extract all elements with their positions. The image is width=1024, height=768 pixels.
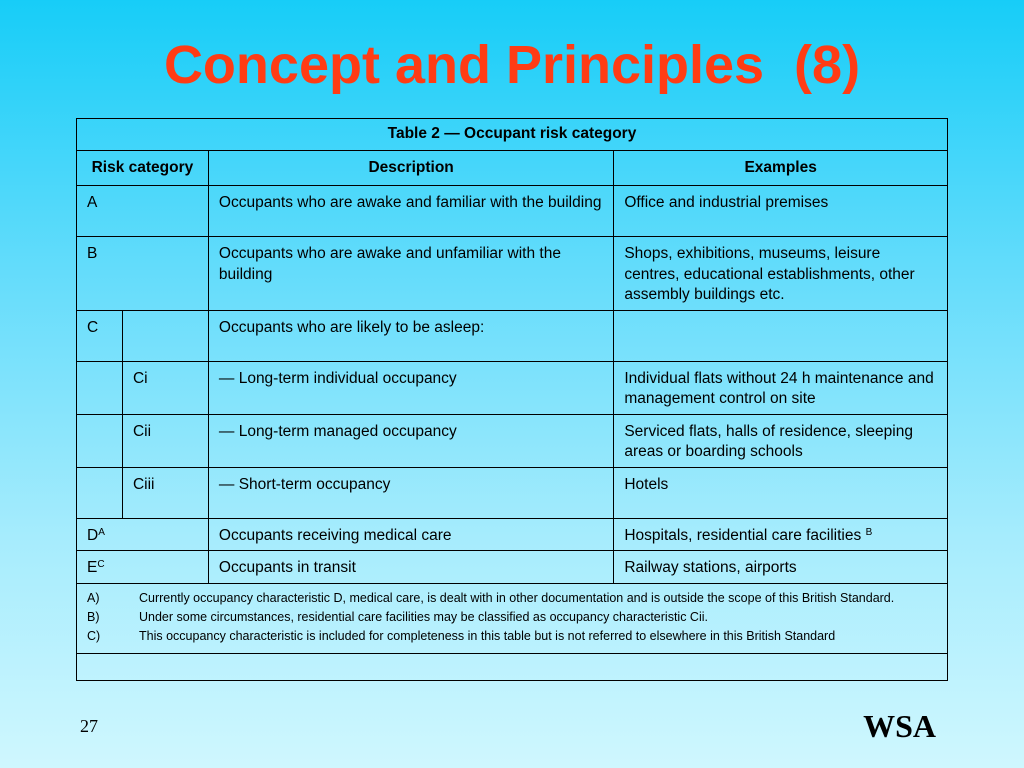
notes-cell <box>77 583 948 653</box>
table-row <box>77 518 948 551</box>
note-text: This occupancy characteristic is included for completeness in this table but is not referred to elsewhere in this British Standard <box>139 628 836 643</box>
table-header-row <box>77 151 948 186</box>
brand-logo-text: WSA <box>863 708 936 744</box>
note-key: C) <box>87 628 101 643</box>
subcategory-cell <box>122 310 208 361</box>
slide-title: Concept and Principles (8) <box>163 35 861 95</box>
category-cell <box>77 551 209 584</box>
note-item <box>87 590 937 607</box>
header-examples: Examples <box>614 151 948 186</box>
table-row <box>77 186 948 237</box>
note-item <box>87 628 937 645</box>
note-text: Currently occupancy characteristic D, medical care, is dealt with in other documentation and is outside the scope of this British Standard. <box>139 590 895 605</box>
description-cell: — Short-term occupancy <box>208 467 613 518</box>
examples-label: Hospitals, residential care facilities <box>624 526 866 544</box>
table-row <box>77 551 948 584</box>
description-cell: Occupants receiving medical care <box>208 518 613 551</box>
note-key: A) <box>87 590 100 605</box>
table-row <box>77 361 948 414</box>
category-label: D <box>87 526 99 544</box>
category-label: E <box>87 559 98 576</box>
table-row <box>77 310 948 361</box>
category-cell <box>77 414 123 467</box>
table-row <box>77 414 948 467</box>
examples-cell <box>614 518 948 551</box>
category-cell <box>77 467 123 518</box>
examples-cell: Serviced flats, halls of residence, sleeping areas or boarding schools <box>614 414 948 467</box>
occupant-risk-table <box>76 118 948 681</box>
examples-cell <box>614 310 948 361</box>
empty-cell <box>77 653 948 680</box>
header-description: Description <box>208 151 613 186</box>
description-cell: — Long-term managed occupancy <box>208 414 613 467</box>
subcategory-cell: Ciii <box>122 467 208 518</box>
category-cell <box>77 361 123 414</box>
description-cell: Occupants who are likely to be asleep: <box>208 310 613 361</box>
note-key: B) <box>87 609 100 624</box>
description-cell: Occupants who are awake and unfamiliar with the building <box>208 237 613 311</box>
note-item <box>87 609 937 626</box>
notes-row <box>77 583 948 653</box>
subcategory-cell: Cii <box>122 414 208 467</box>
category-cell: C <box>77 310 123 361</box>
table-row <box>77 237 948 311</box>
examples-cell: Office and industrial premises <box>614 186 948 237</box>
examples-cell: Railway stations, airports <box>614 551 948 584</box>
subcategory-cell: Ci <box>122 361 208 414</box>
header-risk-category: Risk category <box>77 151 209 186</box>
footnote-ref: B <box>865 526 873 538</box>
note-text: Under some circumstances, residential care facilities may be classified as occupancy characteristic Cii. <box>139 609 708 624</box>
table-caption-row <box>77 119 948 151</box>
category-cell <box>77 518 209 551</box>
examples-cell: Hotels <box>614 467 948 518</box>
category-cell: B <box>77 237 209 311</box>
examples-cell: Shops, exhibitions, museums, leisure centres, educational establishments, other assembly buildings etc. <box>614 237 948 311</box>
description-cell: Occupants who are awake and familiar with the building <box>208 186 613 237</box>
table-row <box>77 467 948 518</box>
footnote-ref: A <box>98 526 105 538</box>
table-caption: Table 2 — Occupant risk category <box>77 119 948 151</box>
description-cell: — Long-term individual occupancy <box>208 361 613 414</box>
examples-cell: Individual flats without 24 h maintenance and management control on site <box>614 361 948 414</box>
category-cell: A <box>77 186 209 237</box>
description-cell: Occupants in transit <box>208 551 613 584</box>
page-number: 27 <box>80 716 98 736</box>
footnote-ref: C <box>97 559 105 570</box>
empty-row <box>77 653 948 680</box>
